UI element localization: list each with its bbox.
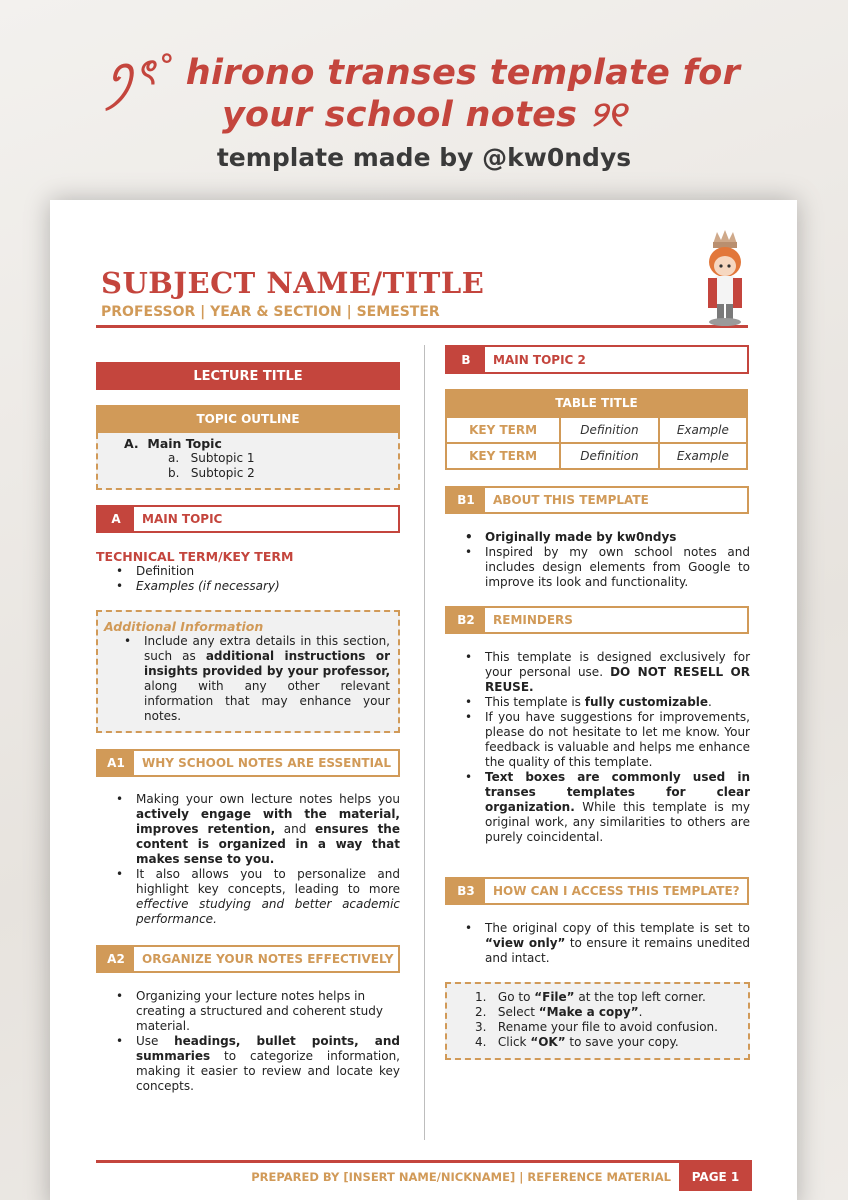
section-label: MAIN TOPIC 2 xyxy=(493,352,586,367)
section-tag: A2 xyxy=(98,947,134,971)
text-run: Rename your file to avoid confusion. xyxy=(497,1020,718,1034)
list-item xyxy=(461,650,750,695)
section-a1-list xyxy=(112,792,400,927)
page-number-badge: PAGE 1 xyxy=(679,1163,752,1191)
table-cell-example: Example xyxy=(659,417,747,443)
banner-title xyxy=(0,52,848,136)
footer-text: PREPARED BY [INSERT NAME/NICKNAME] | REFERENCE MATERIAL xyxy=(251,1170,671,1184)
section-label: ORGANIZE YOUR NOTES EFFECTIVELY xyxy=(142,952,394,966)
list-item xyxy=(112,1034,400,1094)
step-item xyxy=(475,1035,748,1050)
text-run: Include any extra details in this section, such as xyxy=(144,634,390,663)
step-item xyxy=(475,1020,748,1035)
banner-title-line2: your school notes ୨୧ xyxy=(221,95,627,135)
text-run: This template is xyxy=(485,695,585,709)
mascot-illustration xyxy=(697,230,753,328)
text-run-bold: actively engage with the material, improves retention, xyxy=(136,807,400,836)
key-term-block xyxy=(96,549,400,594)
text-run: This template is designed exclusively for your personal use. xyxy=(485,650,750,679)
text-run: Go to xyxy=(497,990,535,1004)
step-num: 1. xyxy=(475,990,487,1004)
outline-sub-1 xyxy=(124,451,398,466)
section-b2-list xyxy=(461,650,750,845)
text-run-bold: fully customizable xyxy=(584,695,709,709)
text-run: While this template is my original work, any similarities to others are purely coincidental. xyxy=(485,800,750,844)
outline-main-text: Main Topic xyxy=(147,436,222,451)
outline-sub-text: Subtopic 2 xyxy=(190,466,255,480)
additional-info-text xyxy=(120,634,390,724)
key-term-examples: • Examples (if necessary) xyxy=(112,579,400,594)
topic-outline-header: TOPIC OUTLINE xyxy=(96,405,400,433)
section-label: REMINDERS xyxy=(493,613,573,627)
text-run: along with any other relevant information that may enhance your notes. xyxy=(144,679,390,723)
text-run: The original copy of this template is set to xyxy=(485,921,750,935)
table-title: TABLE TITLE xyxy=(445,389,748,416)
text-run: Click xyxy=(497,1035,531,1049)
list-item: • Originally made by kw0ndys xyxy=(461,530,750,545)
outline-sub-2 xyxy=(124,466,398,481)
text-run-bold: “File” xyxy=(534,990,575,1004)
column-divider xyxy=(424,345,425,1140)
step-num: 4. xyxy=(475,1035,487,1049)
section-a1-header xyxy=(96,749,400,777)
table-cell-example: Example xyxy=(659,443,747,469)
table-row xyxy=(446,443,747,469)
list-item: • If you have suggestions for improvements, please do not hesitate to let me know. Your feedback is valuable and helps me enhance the quality of this template. xyxy=(461,710,750,770)
step-num: 3. xyxy=(475,1020,487,1034)
step-num: 2. xyxy=(475,1005,487,1019)
banner-credit: template made by @kw0ndys xyxy=(216,143,632,172)
document-page xyxy=(50,200,797,1200)
section-b-header xyxy=(445,345,749,374)
section-label: WHY SCHOOL NOTES ARE ESSENTIAL xyxy=(142,756,391,770)
text-run: to save your copy. xyxy=(565,1035,679,1049)
outline-main-topic xyxy=(124,436,398,451)
page-footer xyxy=(96,1160,752,1191)
subject-title: SUBJECT NAME/TITLE xyxy=(101,266,485,300)
table-cell-definition: Definition xyxy=(560,443,658,469)
section-tag: B xyxy=(447,347,485,372)
list-item xyxy=(112,792,400,867)
section-tag: B3 xyxy=(447,879,485,903)
outline-main-num: A. xyxy=(124,436,139,451)
list-item xyxy=(461,695,750,710)
text-run-bold: ensures the content is organized in a way that makes sense to you. xyxy=(136,822,400,866)
text-run: and xyxy=(275,822,315,836)
text-run: to categorize information, making it easier to review and locate key concepts. xyxy=(136,1049,400,1093)
outline-sub-text: Subtopic 1 xyxy=(190,451,255,465)
section-label: HOW CAN I ACCESS THIS TEMPLATE? xyxy=(493,884,740,898)
section-b3-list xyxy=(461,921,750,966)
text-run: Use xyxy=(136,1034,175,1048)
list-item xyxy=(112,867,400,927)
topic-outline-box xyxy=(96,433,400,490)
list-item: • Inspired by my own school notes and includes design elements from Google to improve its look and functionality. xyxy=(461,545,750,590)
section-a2-list xyxy=(112,989,400,1094)
text-run-bold: additional instructions or insights provided by your professor, xyxy=(144,649,390,678)
text-run-bold: Text boxes are commonly used in transes templates for clear organization. xyxy=(485,770,750,814)
title-rule xyxy=(96,325,748,328)
text-run-bold: DO NOT RESELL OR REUSE. xyxy=(485,665,750,694)
section-b1-header xyxy=(445,486,749,514)
section-b3-header xyxy=(445,877,749,905)
text-run: . xyxy=(708,695,712,709)
table-cell-key: KEY TERM xyxy=(446,443,560,469)
text-run: It also allows you to personalize and highlight key concepts, leading to more xyxy=(136,867,400,896)
text-run-bold: “view only” xyxy=(485,936,566,950)
lecture-title-bar: LECTURE TITLE xyxy=(96,362,400,390)
text-run-bold: “Make a copy” xyxy=(538,1005,639,1019)
access-steps-box xyxy=(445,982,750,1060)
key-term-title: TECHNICAL TERM/KEY TERM xyxy=(96,549,294,564)
subject-subtitle: PROFESSOR | YEAR & SECTION | SEMESTER xyxy=(101,304,440,320)
text-run-bold: “OK” xyxy=(530,1035,566,1049)
section-tag: A xyxy=(98,507,134,531)
section-tag: B2 xyxy=(447,608,485,632)
section-a-header xyxy=(96,505,400,533)
section-a2-header xyxy=(96,945,400,973)
table-row xyxy=(446,417,747,443)
key-term-table xyxy=(445,416,748,470)
step-item xyxy=(475,1005,748,1020)
section-b2-header xyxy=(445,606,749,634)
table-cell-definition: Definition xyxy=(560,417,658,443)
outline-sub-num: a. xyxy=(168,451,180,465)
text-run: Making your own lecture notes helps you xyxy=(136,792,400,806)
additional-info-title: Additional Information xyxy=(104,619,264,634)
banner-title-line1: ꪆৎ˚ hirono transes template for xyxy=(107,53,741,93)
list-item xyxy=(461,770,750,845)
section-label: MAIN TOPIC xyxy=(142,512,223,526)
key-term-definition: • Definition xyxy=(112,564,400,579)
text-run: Select xyxy=(497,1005,539,1019)
text-run-italic: effective studying and better academic performance. xyxy=(136,897,400,926)
text-run: to ensure it remains unedited and intact. xyxy=(485,936,750,965)
table-cell-key: KEY TERM xyxy=(446,417,560,443)
step-item xyxy=(475,990,748,1005)
text-run-bold: headings, bullet points, and summaries xyxy=(136,1034,401,1063)
section-b1-list xyxy=(461,530,750,590)
outline-sub-num: b. xyxy=(168,466,180,480)
list-item: • Organizing your lecture notes helps in creating a structured and coherent study material. xyxy=(112,989,400,1034)
list-item xyxy=(461,921,750,966)
text-run: at the top left corner. xyxy=(574,990,706,1004)
text-run: . xyxy=(638,1005,643,1019)
additional-info-box xyxy=(96,610,400,733)
section-tag: A1 xyxy=(98,751,134,775)
section-label: ABOUT THIS TEMPLATE xyxy=(493,493,649,507)
section-tag: B1 xyxy=(447,488,485,512)
